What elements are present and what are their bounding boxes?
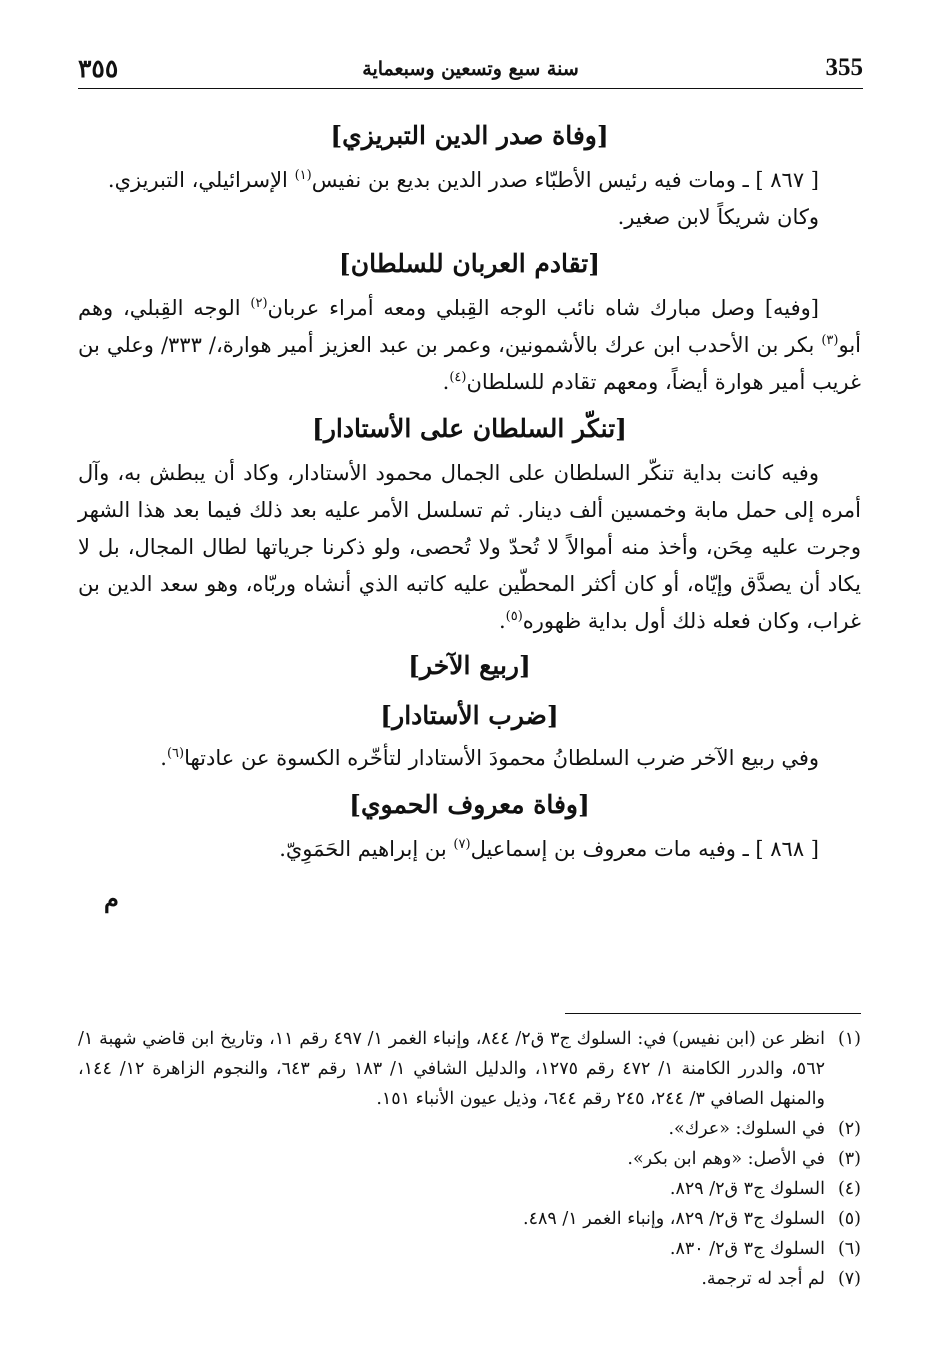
- footnote: [78, 1144, 861, 1174]
- footnote-number: (٦): [837, 1239, 861, 1259]
- footnote-ref: (٣): [821, 333, 839, 348]
- section-heading: [ضرب الأستادار]: [380, 701, 559, 730]
- page-number-latin: 355: [825, 54, 863, 81]
- footnote: [78, 1264, 861, 1294]
- footnote-text: في السلوك: «عرك».: [668, 1119, 825, 1139]
- footnote-text: انظر عن (ابن نفيس) في: السلوك ج٣ ق٢/ ٨٤٤، وإنباء الغمر ١/ ٤٩٧ رقم ١١، وتاريخ ابن قاضي شهبة ١/ ٥٦٢، والدرر الكامنة ١/ ٤٧٢ رقم ١٢٧٥، والدليل الشافي ١/ ١٨٣ رقم ٦٤٣، والنجوم الزاهرة ١٢/ ١٤٤، والمنهل الصافي ٣/ ٢٤٤، ٢٤٥ رقم ٦٤٤، وذيل عيون الأنباء ١٥١.: [78, 1029, 825, 1109]
- section-heading: [وفاة معروف الحموي]: [349, 790, 590, 819]
- footnote: [78, 1204, 861, 1234]
- footnote: [78, 1024, 861, 1114]
- paragraph: وفيه كانت بداية تنكّر السلطان على الجمال محمود الأستادار، وكاد أن يبطش به، وآل أمره إلى حمل مابة وخمسين ألف دينار. ثم تسلسل الأمر عليه بعد ذلك فيما بعد هذا الشهر وجرت عليه مِحَن، وأخذ منه أموالاً لا تُحدّ ولا تُحصى، ولو ذكرنا جرياتها لطال المجال، بل لا يكاد أن يصدَّق وإيّاه، أو كان أكثر المحطّين عليه كاتبه الذي أنشاه وربّاه، وهو سعد الدين بن غراب، وكان فعله ذلك أول بداية ظهوره$^{(٥)}$.: [78, 461, 861, 633]
- footnote-ref: (٥): [505, 609, 523, 624]
- footnote: [78, 1234, 861, 1264]
- footnote-text: لم أجد له ترجمة.: [701, 1269, 825, 1289]
- footnote-text: السلوك ج٣ ق٢/ ٨٣٠.: [669, 1239, 825, 1259]
- section-heading: [تقادم العربان للسلطان]: [338, 249, 601, 278]
- footnote-ref: (٤): [449, 370, 467, 385]
- footnote-divider: [565, 1013, 861, 1014]
- footnote-number: (٤): [837, 1179, 861, 1199]
- footnote-text: السلوك ج٣ ق٢/ ٨٢٩، وإنباء الغمر ١/ ٤٨٩.: [523, 1209, 825, 1229]
- margin-mark: م: [104, 884, 119, 913]
- footnotes: [78, 1024, 861, 1294]
- footnote-text: السلوك ج٣ ق٢/ ٨٢٩.: [669, 1179, 825, 1199]
- section-heading: [تنكّر السلطان على الأستادار]: [312, 414, 627, 443]
- paragraph: [وفيه] وصل مبارك شاه نائب الوجه القِبلي ومعه أمراء عربان$^{(٢)}$ الوجه القِبلي، وهم أبو$^{(٣)}$ بكر بن الأحدب ابن عرك بالأشمونين، وعمر بن عبد العزيز أمير هوارة،/ ٣٣٣/ وعلي بن غريب أمير هوارة أيضاً، ومعهم تقادم للسلطان$^{(٤)}$.: [78, 296, 862, 394]
- running-head-title: سنة سبع وتسعين وسبعماية: [362, 58, 579, 80]
- paragraph: [ ٨٦٨ ] ـ وفيه مات معروف بن إسماعيل$^{(٧)}$ بن إبراهيم الحَمَوِيّ.: [279, 837, 819, 861]
- main-text: [78, 108, 861, 868]
- footnote: [78, 1174, 861, 1204]
- paragraph: وكان شريكاً لابن صغير.: [617, 205, 819, 229]
- footnote-ref: (٢): [250, 296, 268, 311]
- footnote: [78, 1114, 861, 1144]
- footnote-ref: (٧): [453, 837, 471, 852]
- footnote-number: (٥): [837, 1209, 861, 1229]
- footnote-number: (٧): [837, 1269, 861, 1289]
- footnote-number: (١): [837, 1029, 861, 1049]
- running-head: [78, 54, 863, 89]
- paragraph: وفي ربيع الآخر ضرب السلطانُ محمودَ الأستادار لتأخّره الكسوة عن عادتها$^{(٦)}$.: [160, 746, 819, 770]
- footnote-number: (٣): [837, 1149, 861, 1169]
- section-heading: [وفاة صدر الدين التبريزي]: [330, 121, 609, 150]
- page-number-arabic: ٣٥٥: [78, 54, 119, 83]
- footnote-number: (٢): [837, 1119, 861, 1139]
- footnote-text: في الأصل: «وهم ابن بكر».: [627, 1149, 825, 1169]
- section-heading: [ربيع الآخر]: [408, 651, 531, 680]
- paragraph: [ ٨٦٧ ] ـ ومات فيه رئيس الأطبّاء صدر الدين بديع بن نفيس$^{(١)}$ الإسرائيلي، التبريزي.: [107, 168, 819, 192]
- footnote-ref: (١): [294, 168, 312, 183]
- footnote-ref: (٦): [166, 746, 185, 761]
